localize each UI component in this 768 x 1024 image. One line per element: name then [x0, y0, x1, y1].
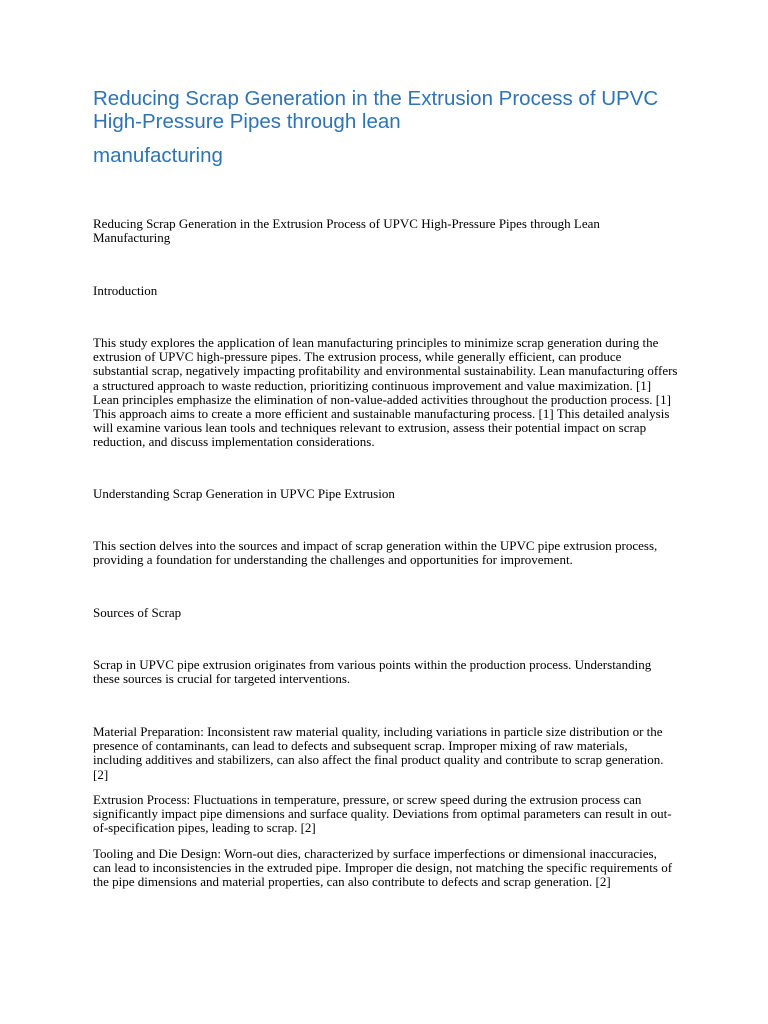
extrusion-process-paragraph: Extrusion Process: Fluctuations in temperature, pressure, or screw speed during the extrusion process can significantly impact pipe dimensions and surface quality. Deviations from optimal parameters can result in out-of-specification pipes, leading to scrap. [2]	[93, 792, 672, 836]
sources-paragraph: Scrap in UPVC pipe extrusion originates from various points within the production process. Understanding these sources is crucial for targeted interventions.	[93, 657, 652, 687]
heading-understanding-scrap: Understanding Scrap Generation in UPVC Pipe Extrusion	[93, 486, 395, 501]
understanding-paragraph: This section delves into the sources and impact of scrap generation within the UPVC pipe extrusion process, providing a foundation for understanding the challenges and opportunities for improvement.	[93, 538, 658, 568]
heading-sources-of-scrap: Sources of Scrap	[93, 605, 182, 620]
tooling-die-design-paragraph: Tooling and Die Design: Worn-out dies, characterized by surface imperfections or dimensional inaccuracies, can lead to inconsistencies in the extruded pipe. Improper die design, not matching the specific requirements of the pipe dimensions and material properties, can also contribute to defects and scrap generation. [2]	[93, 846, 673, 890]
document-title: Reducing Scrap Generation in the Extrusion Process of UPVC High-Pressure Pipes through lean	[93, 87, 659, 133]
material-preparation-paragraph: Material Preparation: Inconsistent raw material quality, including variations in particle size distribution or the presence of contaminants, can lead to defects and subsequent scrap. Improper mixing of raw materials, including additives and stabilizers, can also affect the final product quality and contribute to scrap generation. [2]	[93, 724, 664, 782]
document-title-continuation: manufacturing	[93, 144, 223, 167]
intro-paragraph: This study explores the application of lean manufacturing principles to minimize scrap generation during the extrusion of UPVC high-pressure pipes. The extrusion process, while generally efficient, can produce substantial scrap, negatively impacting profitability and environmental sustainability. Lean manufacturing offers a structured approach to waste reduction, prioritizing continuous improvement and value maximization. [1] Lean principles emphasize the elimination of non-value-added activities throughout the production process. [1] This approach aims to create a more efficient and sustainable manufacturing process. [1] This detailed analysis will examine various lean tools and techniques relevant to extrusion, assess their potential impact on scrap reduction, and discuss implementation considerations.	[93, 335, 678, 450]
document-subtitle: Reducing Scrap Generation in the Extrusion Process of UPVC High-Pressure Pipes through Lean Manufacturing	[93, 216, 600, 246]
heading-introduction: Introduction	[93, 283, 158, 298]
